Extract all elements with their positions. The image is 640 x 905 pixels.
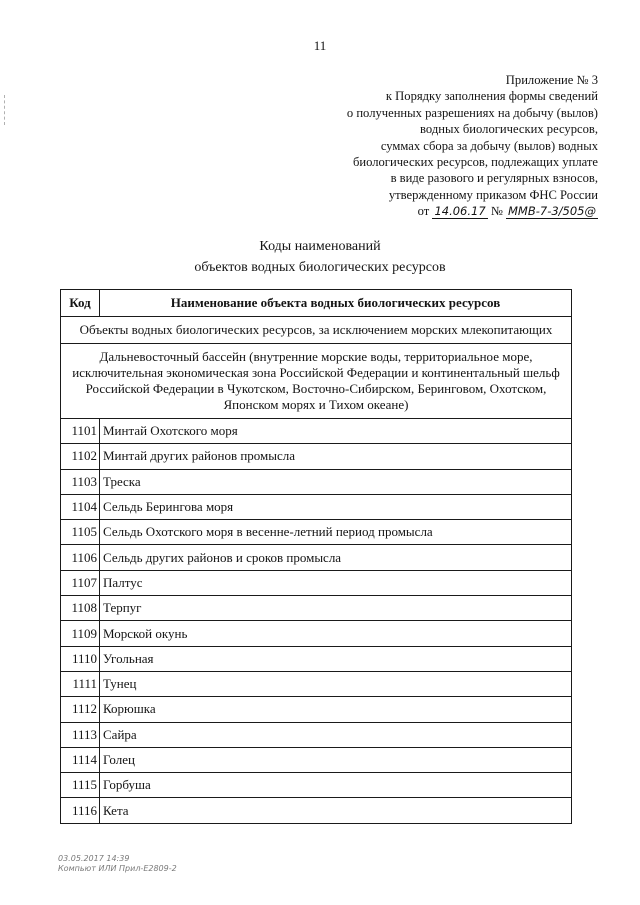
table-row [61,747,572,772]
row-name: Кета [100,798,572,823]
row-code: 1107 [61,570,100,595]
handwritten-number: ММВ-7-3/505@ [508,204,596,219]
appendix-line: утвержденному приказом ФНС России [388,187,598,202]
page-number: 11 [313,38,327,53]
table-row [61,419,572,444]
appendix-line: о полученных разрешениях на добычу (вылов) [346,105,598,120]
row-name: Палтус [100,570,572,595]
appendix-block [258,72,598,220]
row-code: 1103 [61,469,100,494]
row-code: 1115 [61,773,100,798]
title-line-2: объектов водных биологических ресурсов [194,260,446,275]
row-name: Морской окунь [100,621,572,646]
stamp-line-2: Компьют ИЛИ Прил-Е2809-2 [58,864,177,873]
margin-mark [4,95,6,125]
section-2: Дальневосточный бассейн (внутренние морские воды, территориальное море, исключительная экономическая зона Российской Федерации и континентальный шельф Российской Федерации в Чукотском, Восточно-Сибирском, Беринговом, Охотском, Японском морях и Тихом океане) [61,344,572,419]
row-code: 1102 [61,444,100,469]
row-name: Голец [100,747,572,772]
row-name: Сельдь Охотского моря в весенне-летний период промысла [100,520,572,545]
row-name: Тунец [100,671,572,696]
row-code: 1104 [61,494,100,519]
row-code: 1106 [61,545,100,570]
table-row [61,697,572,722]
appendix-line: суммах сбора за добычу (вылов) водных [380,138,598,153]
stamp-line-1: 03.05.2017 14:39 [58,854,130,863]
row-name: Сайра [100,722,572,747]
table-row [61,621,572,646]
table-row [61,444,572,469]
table-row [61,469,572,494]
table-row [61,722,572,747]
table-row [61,494,572,519]
header-code: Код [61,290,100,317]
row-code: 1113 [61,722,100,747]
table-row [61,671,572,696]
row-name: Сельдь Берингова моря [100,494,572,519]
row-code: 1116 [61,798,100,823]
appendix-line: биологических ресурсов, подлежащих уплате [352,155,598,170]
header-name: Наименование объекта водных биологических ресурсов [100,290,572,317]
codes-table [60,289,572,824]
table-row [61,773,572,798]
table-row [61,545,572,570]
row-name: Минтай других районов промысла [100,444,572,469]
row-name: Сельдь других районов и сроков промысла [100,545,572,570]
row-code: 1111 [61,671,100,696]
section-row [61,344,572,419]
row-name: Минтай Охотского моря [100,419,572,444]
table-row [61,596,572,621]
appendix-line: к Порядку заполнения формы сведений [385,89,598,104]
row-code: 1109 [61,621,100,646]
footer-stamp [58,854,177,874]
row-name: Терпуг [100,596,572,621]
title-line-1: Коды наименований [259,239,381,254]
row-code: 1110 [61,646,100,671]
row-name: Горбуша [100,773,572,798]
order-reference [258,203,598,219]
row-code: 1114 [61,747,100,772]
appendix-line: в виде разового и регулярных взносов, [390,171,598,186]
row-code: 1112 [61,697,100,722]
number-label: № [490,204,503,219]
row-code: 1105 [61,520,100,545]
row-code: 1108 [61,596,100,621]
row-name: Треска [100,469,572,494]
table-row [61,570,572,595]
table-row [61,646,572,671]
table-row [61,798,572,823]
section-row [61,317,572,344]
row-name: Угольная [100,646,572,671]
section-1: Объекты водных биологических ресурсов, за исключением морских млекопитающих [61,317,572,344]
appendix-line: водных биологических ресурсов, [420,122,598,137]
handwritten-date: 14.06.17 [434,204,486,219]
from-label: от [417,204,430,219]
document-title [0,236,640,278]
row-code: 1101 [61,419,100,444]
appendix-line: Приложение № 3 [505,73,598,87]
table-header-row [61,290,572,317]
table-row [61,520,572,545]
row-name: Корюшка [100,697,572,722]
